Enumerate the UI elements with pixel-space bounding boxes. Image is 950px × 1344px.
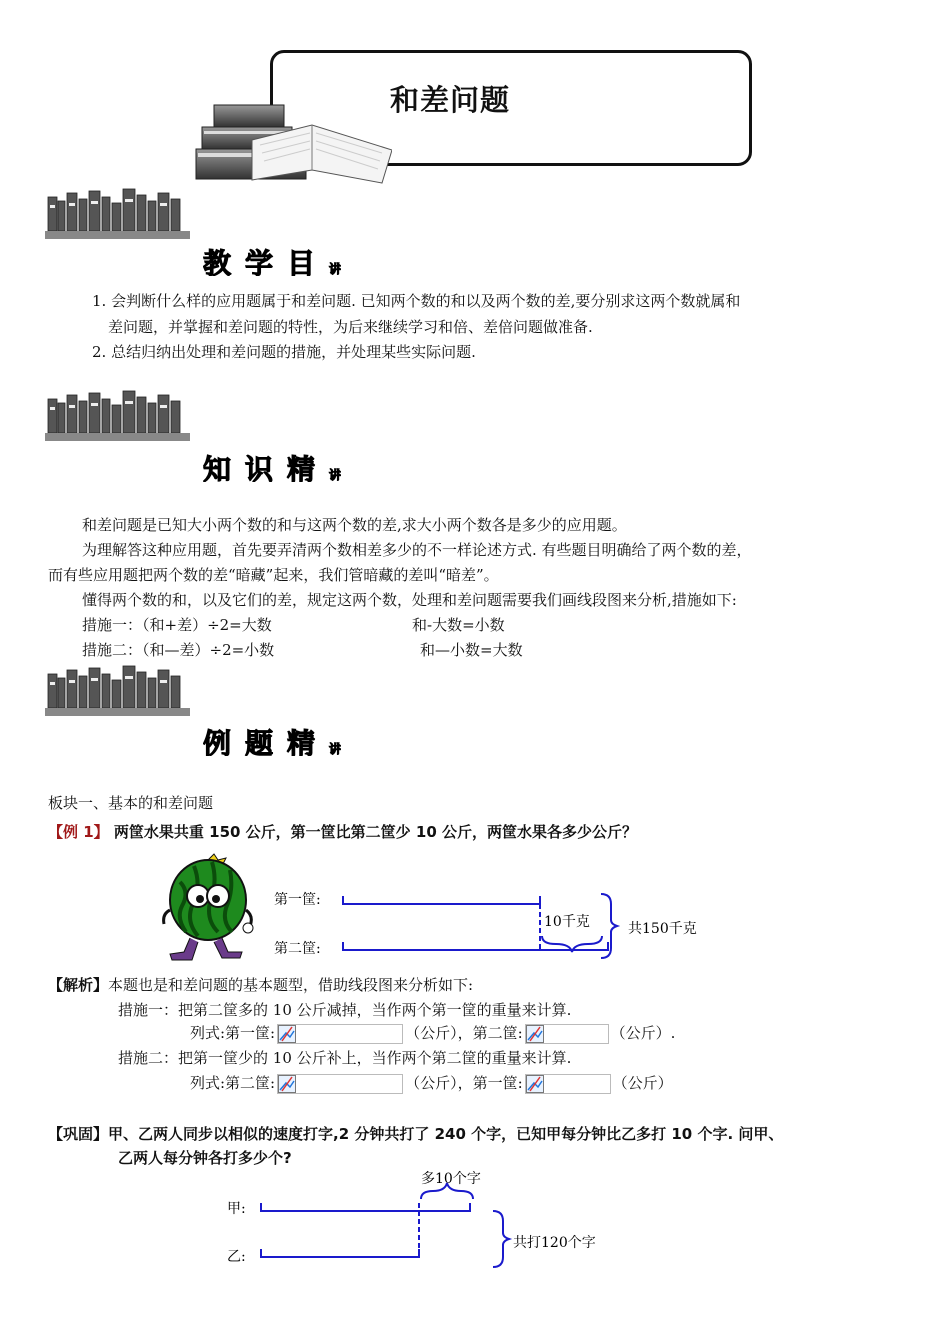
bookshelf-icon [45, 183, 190, 239]
knowledge-para-2: 为理解答这种应用题，首先要弄清两个数相差多少的不一样论述方式. 有些题目明确给了两个数的差， [82, 541, 752, 559]
total-brace [493, 1211, 509, 1267]
analysis-method-2: 措施二：把第一筐少的 10 公斤补上，当作两个第二筐的重量来计算. [118, 1049, 572, 1067]
answer-box[interactable] [277, 1074, 403, 1094]
bookshelf-icon [45, 385, 190, 441]
diagram-diff-label: 10千克 [544, 914, 590, 930]
broken-image-icon [278, 1025, 296, 1043]
goal-item-1: 1. 会判断什么样的应用题属于和差问题. 已知两个数的和以及两个数的差,要分别求这两个数就属和 [92, 292, 741, 310]
block-title: 板块一、基本的和差问题 [48, 794, 214, 812]
analysis-tag: 【解析】 [48, 976, 109, 994]
consolidate-question: 【巩固】甲、乙两人同步以相似的速度打字,2 分钟共打了 240 个字，已知甲每分钟比乙多打 10 个字. 问甲、 [48, 1125, 784, 1143]
method-2: 措施二：（和—差）÷2=小数 [82, 641, 275, 659]
consolidate-question-cont: 乙两人每分钟各打多少个? [118, 1149, 292, 1167]
method-1: 措施一：（和+差）÷2=大数 [82, 616, 272, 634]
answer-box[interactable] [525, 1024, 609, 1044]
method-2-result: 和—小数=大数 [420, 641, 523, 659]
diagram-total-label: 共打120个字 [513, 1235, 596, 1251]
analysis-intro: 【解析】本题也是和差问题的基本题型，借助线段图来分析如下: [48, 976, 474, 994]
knowledge-heading: 知识精讲 [203, 453, 342, 482]
diagram-label-yi: 乙: [227, 1249, 246, 1265]
knowledge-para-2-cont: 而有些应用题把两个数的差“暗藏”起来，我们管暗藏的差叫“暗差”。 [48, 566, 499, 584]
consolidate-line-diagram [225, 1163, 625, 1281]
analysis-method-1: 措施一：把第二筐多的 10 公斤减掉，当作两个第一筐的重量来计算. [118, 1001, 572, 1019]
bookshelf-icon [45, 660, 190, 716]
knowledge-para-3: 懂得两个数的和，以及它们的差，规定这两个数，处理和差问题需要我们画线段图来分析,措施如下: [82, 591, 737, 609]
goal-item-2: 2. 总结归纳出处理和差问题的措施，并处理某些实际问题. [92, 343, 476, 361]
segment-first [343, 896, 540, 904]
goal-item-1-cont: 差问题，并掌握和差问题的特性，为后来继续学习和倍、差倍问题做准备. [108, 318, 593, 336]
diagram-label-second: 第二筐: [274, 941, 321, 957]
analysis-formula-2: 列式:第二筐: （公斤），第一筐: （公斤） [190, 1074, 673, 1092]
consolidate-tag: 【巩固】 [48, 1125, 109, 1143]
diagram-label-first: 第一筐: [274, 892, 321, 908]
diagram-diff-label: 多10个字 [421, 1171, 481, 1187]
method-1-result: 和-大数=小数 [412, 616, 505, 634]
example-1-question: 【例 1】 两筐水果共重 150 公斤，第一筐比第二筐少 10 公斤，两筐水果各多少公斤？ [48, 823, 637, 841]
example-1-line-diagram [268, 880, 728, 962]
broken-image-icon [526, 1075, 544, 1093]
answer-box[interactable] [277, 1024, 403, 1044]
diagram-total-label: 共150千克 [628, 921, 697, 937]
watermelon-mascot-icon [160, 852, 260, 962]
analysis-formula-1: 列式:第一筐: （公斤），第二筐: （公斤）. [190, 1024, 676, 1042]
page-title: 和差问题 [390, 83, 511, 117]
goals-heading: 教学目讲 [203, 247, 342, 276]
knowledge-para-1: 和差问题是已知大小两个数的和与这两个数的差,求大小两个数各是多少的应用题。 [82, 516, 627, 534]
broken-image-icon [526, 1025, 544, 1043]
example-tag: 【例 1】 [48, 823, 109, 841]
segment-jia [261, 1203, 470, 1211]
answer-box[interactable] [525, 1074, 611, 1094]
examples-heading: 例题精讲 [203, 727, 342, 756]
books-stack-icon [192, 95, 392, 187]
broken-image-icon [278, 1075, 296, 1093]
segment-yi [261, 1249, 419, 1257]
diagram-label-jia: 甲: [227, 1201, 246, 1217]
